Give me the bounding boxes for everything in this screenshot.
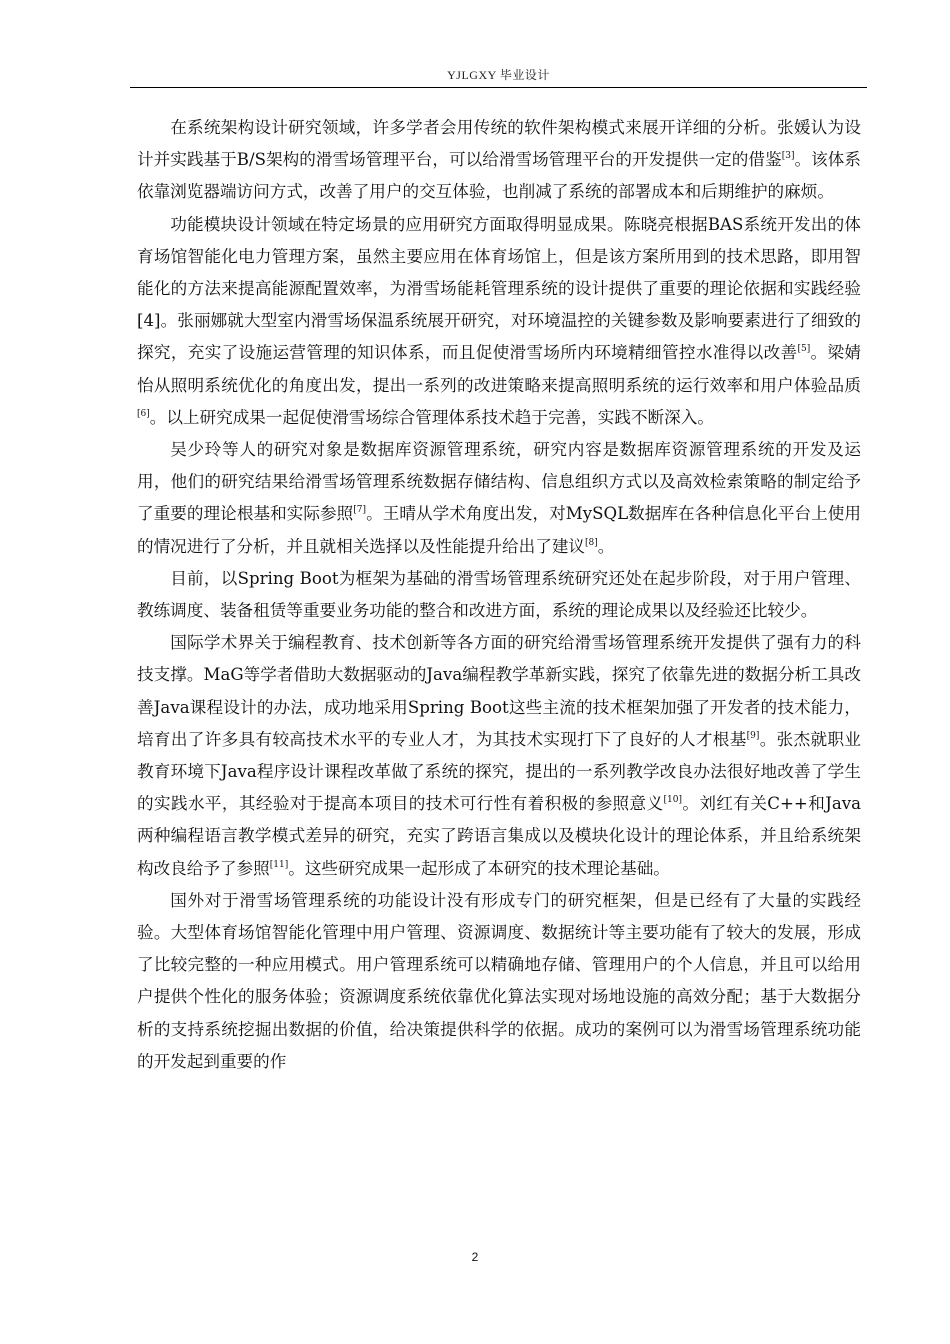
paragraph-text: 功能模块设计领域在特定场景的应用研究方面取得明显成果。陈晓亮根据BAS系统开发出的体育场馆智能化电力管理方案，虽然主要应用在体育场馆上，但是该方案所用到的技术思路，即用智能化的方法来提高能源配置效率，为滑雪场能耗管理系统的设计提供了重要的理论依据和实践经验[4]。张丽娜就大型室内滑雪场保温系统展开研究，对环境温控的关键参数及影响要素进行了细致的探究，充实了设施运营管理的知识体系，而且促使滑雪场所内环境精细管控水准得以改善 xyxy=(137,214,861,363)
citation: [5] xyxy=(797,344,811,355)
paragraph-text: 。梁婧怡从照明系统优化的角度出发，提出一系列的改进策略来提高照明系统的运行效率和用户体验品质 xyxy=(137,343,862,395)
paragraph-5 xyxy=(137,627,861,885)
citation: [3] xyxy=(781,151,795,162)
paragraph-4 xyxy=(137,563,861,627)
citation: [9] xyxy=(746,730,760,741)
paragraph-text: 。刘红有关C++和Java两种编程语言教学模式差异的研究，充实了跨语言集成以及模块化设计的理论体系，并且给系统架构改良给予了参照 xyxy=(137,794,862,878)
paragraph-text: 国外对于滑雪场管理系统的功能设计没有形成专门的研究框架，但是已经有了大量的实践经验。大型体育场馆智能化管理中用户管理、资源调度、数据统计等主要功能有了较大的发展，形成了比较完整的一种应用模式。用户管理系统可以精确地存储、管理用户的个人信息，并且可以给用户提供个性化的服务体验；资源调度系统依靠优化算法实现对场地设施的高效分配；基于大数据分析的支持系统挖掘出数据的价值，给决策提供科学的依据。成功的案例可以为滑雪场管理系统功能的开发起到重要的作 xyxy=(137,890,861,1071)
page-header: YJLGXY 毕业设计 xyxy=(447,68,550,82)
body-text xyxy=(137,112,861,1078)
paragraph-text: 吴少玲等人的研究对象是数据库资源管理系统，研究内容是数据库资源管理系统的开发及运用，他们的研究结果给滑雪场管理系统数据存储结构、信息组织方式以及高效检索策略的制定给予了重要的理论根基和实际参照 xyxy=(137,440,861,524)
paragraph-text: 。张杰就职业教育环境下Java程序设计课程改革做了系统的探究，提出的一系列教学改良办法很好地改善了学生的实践水平，其经验对于提高本项目的技术可行性有着积极的参照意义 xyxy=(137,729,861,814)
paragraph-1 xyxy=(137,112,861,209)
citation: [7] xyxy=(353,505,367,516)
paragraph-3 xyxy=(137,434,861,563)
paragraph-text: 。这些研究成果一起形成了本研究的技术理论基础。 xyxy=(288,858,670,878)
citation: [6] xyxy=(137,408,150,419)
page-number: 2 xyxy=(471,1250,479,1264)
citation: [10] xyxy=(663,795,682,806)
paragraph-6 xyxy=(137,885,861,1078)
paragraph-2 xyxy=(137,209,861,434)
paragraph-text: 。该体系依靠浏览器端访问方式，改善了用户的交互体验，也削减了系统的部署成本和后期维护的麻烦。 xyxy=(137,150,861,202)
header-rule xyxy=(130,87,867,88)
citation: [8] xyxy=(585,537,598,548)
paragraph-text: 。 xyxy=(597,536,615,556)
paragraph-text: 国际学术界关于编程教育、技术创新等各方面的研究给滑雪场管理系统开发提供了强有力的科技支撑。MaG等学者借助大数据驱动的Java编程教学革新实践，探究了依靠先进的数据分析工具改善Java课程设计的办法，成功地采用Spring Boot这些主流的技术框架加强了开发者的技术能力，培育出了许多具有较高技术水平的专业人才，为其技术实现打下了良好的人才根基 xyxy=(137,633,861,749)
paragraph-text: 。王晴从学术角度出发，对MySQL数据库在各种信息化平台上使用的情况进行了分析，并且就相关选择以及性能提升给出了建议 xyxy=(137,504,862,556)
citation: [11] xyxy=(269,859,289,870)
paragraph-text: 目前，以Spring Boot为框架为基础的滑雪场管理系统研究还处在起步阶段，对于用户管理、教练调度、装备租赁等重要业务功能的整合和改进方面，系统的理论成果以及经验还比较少。 xyxy=(137,568,861,621)
paragraph-text: 在系统架构设计研究领域，许多学者会用传统的软件架构模式来展开详细的分析。张媛认为设计并实践基于B/S架构的滑雪场管理平台，可以给滑雪场管理平台的开发提供一定的借鉴 xyxy=(137,118,861,170)
paragraph-text: 。以上研究成果一起促使滑雪场综合管理体系技术趋于完善，实践不断深入。 xyxy=(149,407,714,427)
